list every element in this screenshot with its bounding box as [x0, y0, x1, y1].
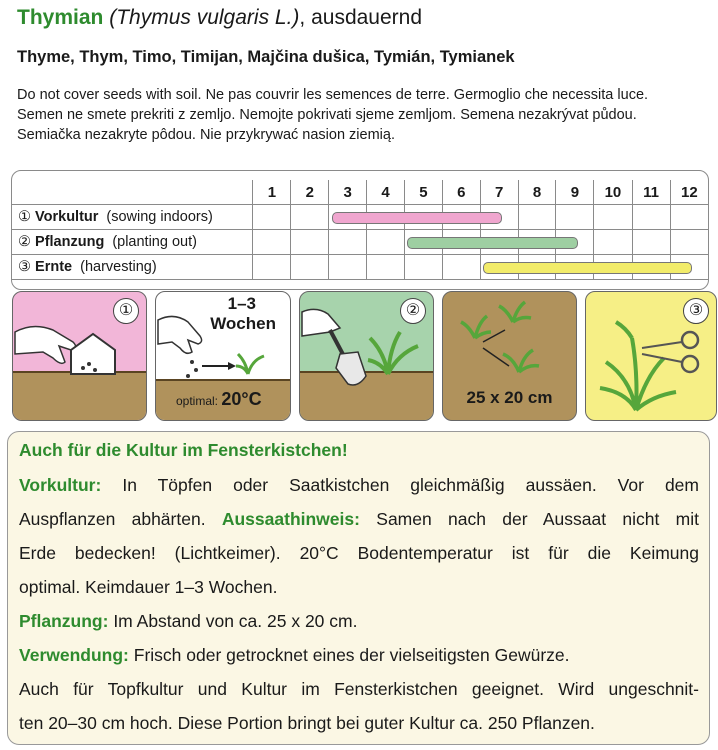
seed-warning [17, 85, 707, 145]
ernte-period-bar [483, 262, 692, 274]
month-10: 10 [594, 180, 632, 205]
row-label: Vorkultur [35, 209, 99, 225]
step-number-2: ② [400, 298, 426, 324]
month-9: 9 [556, 180, 594, 205]
sowing-calendar [11, 170, 709, 290]
warning-line: Semiačka nezakryte pôdou. Nie przykrywać nasion ziemią. [17, 127, 395, 143]
cultivation-info [7, 431, 710, 745]
info-line: optimal. Keimdauer 1–3 Wochen. [19, 577, 278, 597]
row-english: (planting out) [112, 234, 197, 250]
step-number-3: ③ [683, 298, 709, 324]
month-1: 1 [253, 180, 291, 205]
spacing-label: 25 x 20 cm [466, 388, 553, 407]
month-4: 4 [367, 180, 405, 205]
vorkultur-period-bar [332, 212, 503, 224]
step-number-1: ① [113, 298, 139, 324]
month-12: 12 [670, 180, 708, 205]
info-body [19, 468, 699, 740]
translated-names: Thyme, Thym, Timo, Timijan, Majčina dušica, Tymián, Tymianek [17, 48, 515, 66]
panel-harvesting [585, 291, 717, 421]
info-line: Erde bedecken! (Lichtkeimer). 20°C Bodentemperatur ist für die Keimung [19, 543, 699, 563]
weeks-range: 1–3 [227, 294, 256, 313]
info-line: Auch für Topfkultur und Kultur im Fensterkistchen geeignet. Wird ungeschnit- [19, 679, 699, 699]
row-label: Ernte [35, 259, 73, 275]
verwendung-heading: Verwendung: [19, 645, 129, 665]
row-marker: ① [18, 209, 31, 225]
aussaat-heading: Aussaathinweis: [221, 509, 360, 529]
month-7: 7 [480, 180, 518, 205]
row-marker: ③ [18, 259, 31, 275]
row-english: (harvesting) [80, 259, 157, 275]
month-6: 6 [442, 180, 480, 205]
panel-spacing [442, 291, 577, 421]
month-11: 11 [632, 180, 670, 205]
calendar-corner [12, 180, 253, 205]
month-5: 5 [404, 180, 442, 205]
panel-sowing [12, 291, 147, 421]
info-line: Auspflanzen abhärten. Aussaathinweis: Samen nach der Aussaat nicht mit [19, 509, 699, 529]
instruction-panels [12, 291, 712, 421]
info-line: Vorkultur: In Töpfen oder Saatkistchen gleichmäßig aussäen. Vor dem [19, 475, 699, 495]
warning-line: Semen ne smete prekriti z zemljo. Nemojte pokrivati sjeme zemljom. Semena nezakrývat půdou. [17, 107, 637, 123]
title-suffix: , ausdauernd [299, 6, 423, 29]
row-label: Pflanzung [35, 234, 105, 250]
product-title [17, 6, 422, 30]
scientific-name: (Thymus vulgaris L.) [109, 6, 300, 29]
calendar-row-pflanzung [12, 230, 708, 255]
calendar-header-row [12, 180, 708, 205]
row-english: (sowing indoors) [106, 209, 213, 225]
row-marker: ② [18, 234, 31, 250]
optimal-label: optimal: [176, 394, 219, 408]
info-line: Verwendung: Frisch oder getrocknet eines der vielseitigsten Gewürze. [19, 645, 570, 665]
pflanzung-heading: Pflanzung: [19, 611, 109, 631]
info-line: ten 20–30 cm hoch. Diese Portion bringt bei guter Kultur ca. 250 Pflanzen. [19, 713, 595, 733]
panel-planting [299, 291, 434, 421]
info-title: Auch für die Kultur im Fensterkistchen! [19, 440, 348, 460]
pflanzung-period-bar [407, 237, 578, 249]
weeks-word: Wochen [210, 314, 276, 333]
product-name: Thymian [17, 6, 104, 29]
info-line: Pflanzung: Im Abstand von ca. 25 x 20 cm. [19, 611, 358, 631]
panel-germination [155, 291, 291, 421]
optimal-temp [176, 389, 262, 410]
month-8: 8 [518, 180, 556, 205]
temperature: 20°C [221, 389, 262, 409]
warning-line: Do not cover seeds with soil. Ne pas couvrir les semences de terre. Germoglio che necessita luce. [17, 87, 649, 103]
month-2: 2 [291, 180, 329, 205]
vorkultur-heading: Vorkultur: [19, 475, 102, 495]
month-3: 3 [329, 180, 367, 205]
